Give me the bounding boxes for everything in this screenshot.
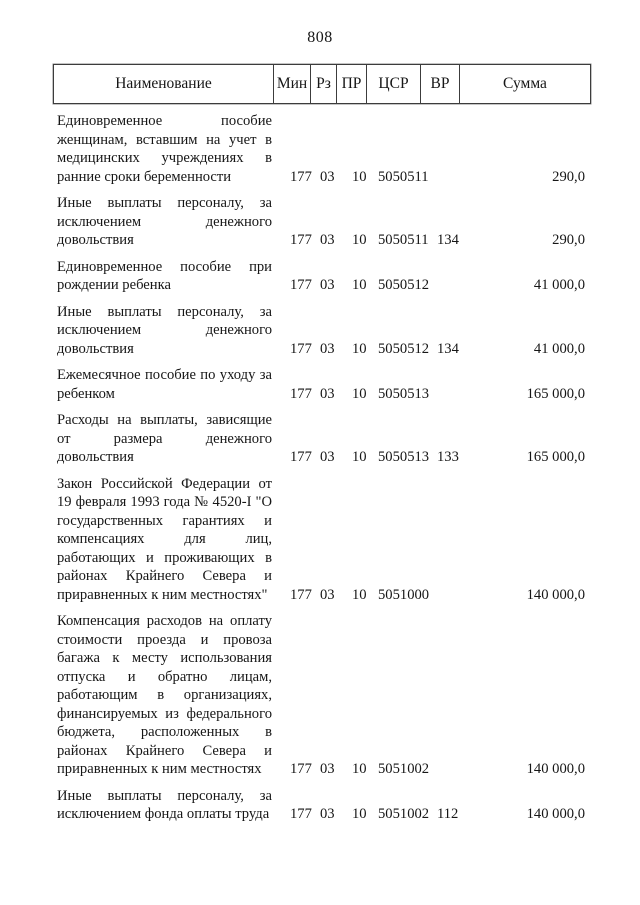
table-row xyxy=(57,194,585,250)
cell-summa: 140 000,0 xyxy=(526,806,585,822)
cell-vr: 134 xyxy=(437,232,459,248)
cell-min: 177 xyxy=(290,277,312,293)
cell-name: Ежемесячное пособие по уходу за ребенком xyxy=(57,367,272,402)
table-row xyxy=(57,258,585,295)
cell-name: Закон Российской Федерации от 19 февраля 1993 года № 4520-I "О государственных гарантиях и компенсациях для лиц, работающих и проживающих в районах Крайнего Севера и приравненных к ним местностях" xyxy=(57,475,272,603)
cell-pr: 10 xyxy=(352,277,367,293)
cell-name: Компенсация расходов на оплату стоимости проезда и провоза багажа к месту использования отпуска и обратно лицам, работающим в организациях, финансируемых из федерального бюджета, расположенных в районах Крайнего Севера и приравненных к ним местностях xyxy=(57,613,272,777)
cell-min: 177 xyxy=(290,385,312,402)
cell-min: 177 xyxy=(290,586,312,603)
cell-csr: 5050512 xyxy=(378,340,430,357)
cell-rz: 03 xyxy=(320,806,335,822)
cell-name: Иные выплаты персоналу, за исключением денежного довольствия xyxy=(57,303,272,357)
cell-name: Единовременное пособие при рождении ребенка xyxy=(57,258,272,293)
cell-vr: 133 xyxy=(437,449,459,465)
header-csr: ЦСР xyxy=(367,65,421,103)
table-body xyxy=(0,112,640,824)
table-row xyxy=(57,303,585,359)
cell-rz: 03 xyxy=(320,232,335,248)
cell-csr: 5051002 xyxy=(378,761,430,777)
table-row xyxy=(57,366,585,403)
table-row xyxy=(57,411,585,467)
cell-csr: 5050511 xyxy=(378,168,429,185)
cell-min: 177 xyxy=(290,168,312,185)
cell-name: Расходы на выплаты, зависящие от размера денежного довольствия xyxy=(57,412,272,465)
cell-min: 177 xyxy=(290,340,312,357)
cell-csr: 5050512 xyxy=(378,277,430,293)
cell-summa: 140 000,0 xyxy=(526,586,585,603)
cell-pr: 10 xyxy=(352,168,367,185)
header-pr: ПР xyxy=(337,65,367,103)
cell-vr: 134 xyxy=(437,340,459,357)
page-number: 808 xyxy=(307,29,333,46)
cell-rz: 03 xyxy=(320,449,335,465)
cell-summa: 290,0 xyxy=(552,168,585,185)
cell-csr: 5051002 xyxy=(378,806,430,822)
table-row xyxy=(57,612,585,779)
table-row xyxy=(57,475,585,605)
cell-rz: 03 xyxy=(320,340,335,357)
cell-pr: 10 xyxy=(352,449,367,465)
table-row xyxy=(57,787,585,824)
table-header xyxy=(53,64,591,104)
cell-csr: 5050511 xyxy=(378,232,429,248)
cell-summa: 165 000,0 xyxy=(526,385,585,402)
cell-rz: 03 xyxy=(320,277,335,293)
cell-summa: 41 000,0 xyxy=(533,277,585,293)
cell-rz: 03 xyxy=(320,761,335,777)
cell-rz: 03 xyxy=(320,168,335,185)
cell-pr: 10 xyxy=(352,586,367,603)
cell-pr: 10 xyxy=(352,232,367,248)
cell-csr: 5051000 xyxy=(378,586,430,603)
header-summa: Сумма xyxy=(503,75,547,92)
cell-min: 177 xyxy=(290,806,312,822)
header-name: Наименование xyxy=(54,65,274,103)
cell-pr: 10 xyxy=(352,761,367,777)
header-min: Мин xyxy=(274,65,311,103)
header-rz: Рз xyxy=(311,65,337,103)
cell-summa: 290,0 xyxy=(552,232,585,248)
cell-pr: 10 xyxy=(352,806,367,822)
cell-rz: 03 xyxy=(320,385,335,402)
cell-name: Иные выплаты персоналу, за исключением денежного довольствия xyxy=(57,195,272,248)
cell-pr: 10 xyxy=(352,340,367,357)
cell-min: 177 xyxy=(290,761,312,777)
table-row xyxy=(57,112,585,186)
cell-vr: 112 xyxy=(437,806,459,822)
cell-name: Иные выплаты персоналу, за исключением фонда оплаты труда xyxy=(57,787,272,822)
cell-csr: 5050513 xyxy=(378,385,430,402)
cell-min: 177 xyxy=(290,232,312,248)
cell-summa: 41 000,0 xyxy=(533,340,585,357)
cell-name: Единовременное пособие женщинам, вставшим на учет в медицинских учреждениях в ранние сроки беременности xyxy=(57,113,272,185)
cell-pr: 10 xyxy=(352,385,367,402)
cell-summa: 140 000,0 xyxy=(526,761,585,777)
cell-rz: 03 xyxy=(320,586,335,603)
cell-min: 177 xyxy=(290,449,312,465)
cell-csr: 5050513 xyxy=(378,449,430,465)
header-vr: ВР xyxy=(421,65,460,103)
cell-summa: 165 000,0 xyxy=(526,449,585,465)
